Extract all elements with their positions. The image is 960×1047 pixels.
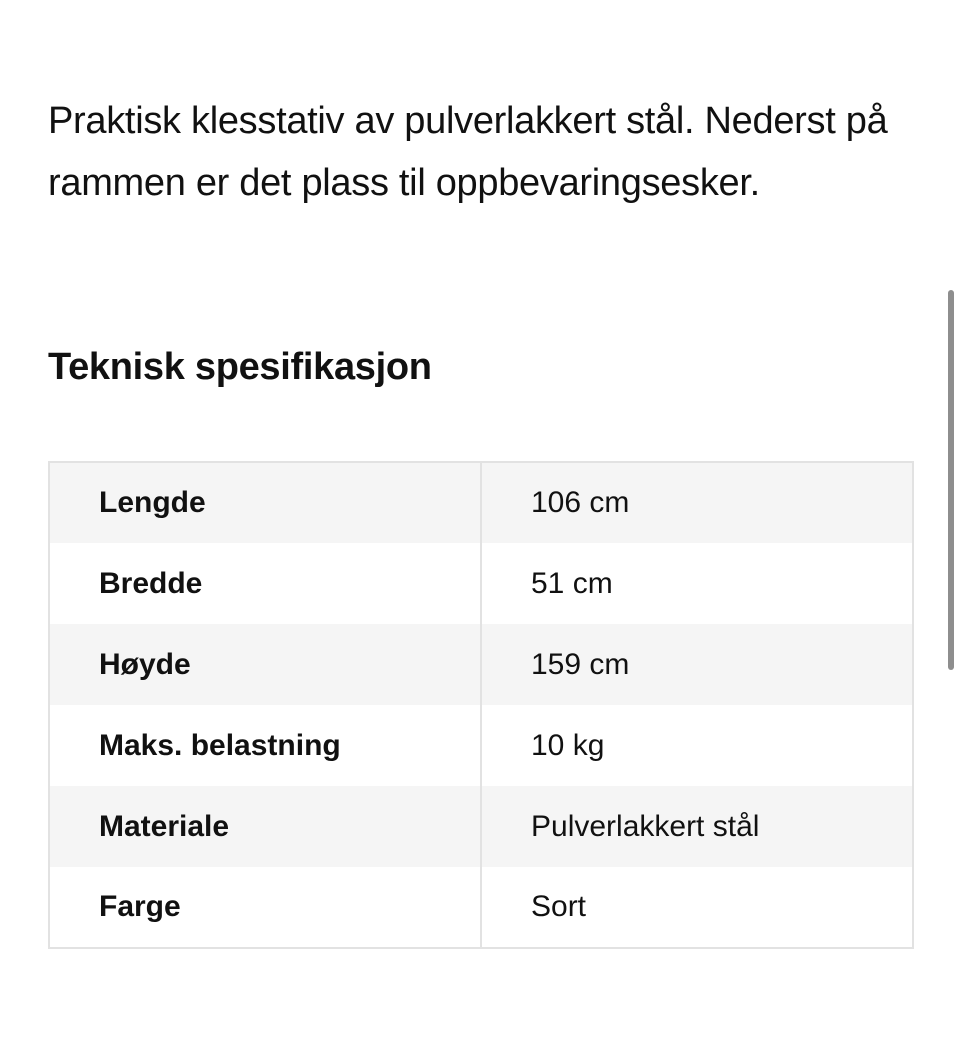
spec-row-max-load [49,705,913,786]
spec-value: 51 cm [531,566,613,600]
spec-row-length [49,462,913,543]
spec-value: 106 cm [531,486,630,519]
spec-label: Bredde [49,543,481,624]
spec-label: Maks. belastning [49,705,481,786]
spec-row-material [49,786,913,867]
product-description: Praktisk klesstativ av pulverlakkert stål. Nederst på rammen er det plass til oppbevaringsesker. [48,100,888,204]
spec-label: Materiale [49,786,481,867]
spec-value: Sort [531,890,587,923]
spec-row-width [49,543,913,624]
spec-heading: Teknisk spesifikasjon [48,346,432,388]
vertical-scrollbar[interactable] [948,290,954,670]
spec-label: Lengde [49,462,481,543]
spec-value: 159 cm [531,647,630,681]
spec-value: Pulverlakkert stål [531,809,760,843]
spec-label: Farge [49,867,481,948]
spec-value: 10 kg [531,728,605,762]
spec-row-color [49,867,913,948]
spec-row-height [49,624,913,705]
spec-table [48,461,914,949]
spec-label: Høyde [49,624,481,705]
